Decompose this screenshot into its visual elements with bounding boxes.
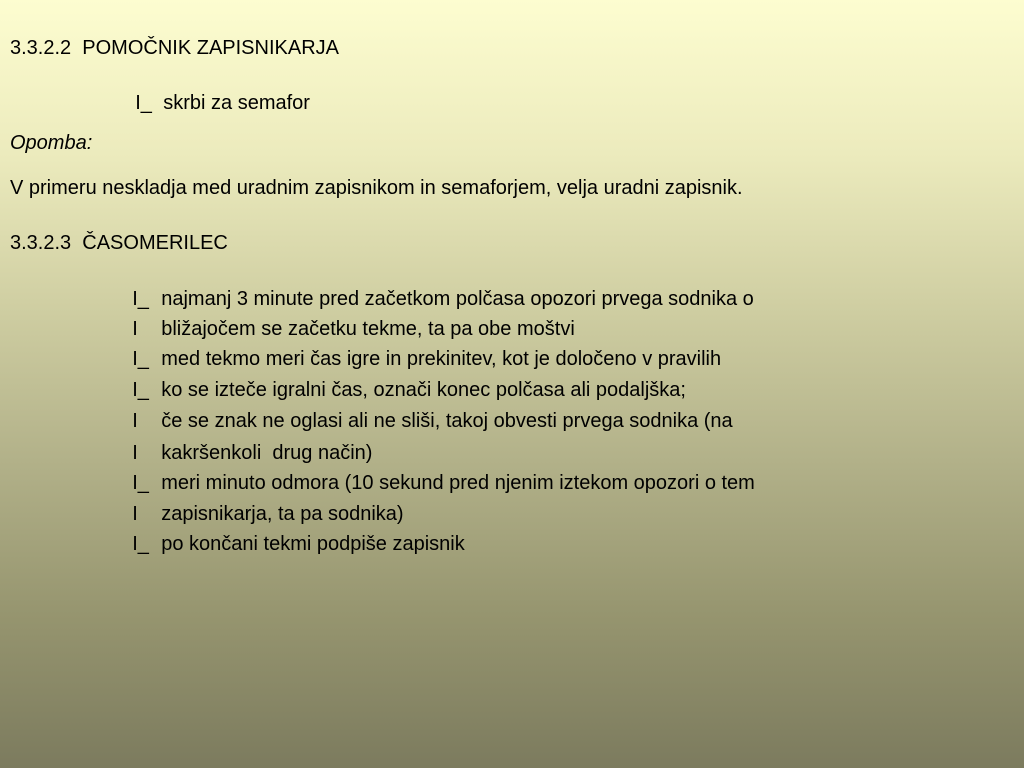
- list-item-text: kakršenkoli drug način): [161, 442, 373, 464]
- list-item-text: če se znak ne oglasi ali ne sliši, takoj obvesti prvega sodnika (na: [161, 410, 733, 432]
- list-marker: I_: [132, 472, 149, 494]
- list-item-text: najmanj 3 minute pred začetkom polčasa opozori prvega sodnika o: [161, 288, 754, 310]
- list-marker: I: [132, 410, 138, 432]
- list-item-text: ko se izteče igralni čas, označi konec polčasa ali podaljška;: [161, 379, 686, 401]
- list-marker: I: [132, 503, 138, 525]
- list-item-text: zapisnikarja, ta pa sodnika): [161, 503, 404, 525]
- note-label: Opomba:: [10, 132, 93, 154]
- list-item-text: med tekmo meri čas igre in prekinitev, kot je določeno v pravilih: [161, 348, 722, 370]
- list-item: [110, 508, 465, 580]
- list-marker: I_: [132, 348, 149, 370]
- note-text: V primeru neskladja med uradnim zapisnikom in semaforjem, velja uradni zapisnik.: [10, 177, 743, 199]
- list-marker: I_: [135, 92, 152, 114]
- list-marker: I_: [132, 533, 149, 555]
- list-marker: I_: [132, 379, 149, 401]
- list-marker: I: [132, 318, 138, 340]
- list-marker: I_: [132, 288, 149, 310]
- list-item-text: meri minuto odmora (10 sekund pred njenim iztekom opozori o tem: [161, 472, 755, 494]
- list-marker: I: [132, 442, 138, 464]
- section-heading-casomerilec: 3.3.2.3 ČASOMERILEC: [10, 232, 228, 254]
- list-item-text: bližajočem se začetku tekme, ta pa obe moštvi: [161, 318, 575, 340]
- list-item-text: skrbi za semafor: [163, 92, 310, 114]
- list-item: [113, 67, 310, 139]
- section-heading-pomocnik-zapisnikarja: 3.3.2.2 POMOČNIK ZAPISNIKARJA: [10, 37, 339, 59]
- list-item-text: po končani tekmi podpiše zapisnik: [161, 533, 465, 555]
